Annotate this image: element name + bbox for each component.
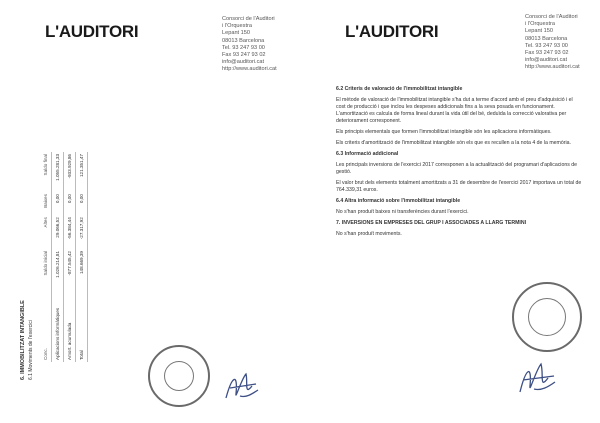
section-heading: 6. IMMOBILITZAT INTANGIBLE [20, 300, 26, 380]
paragraph: El mètode de valoració de l'immobilitzat intangible s'ha dut a terme d'acord amb el preu d'adquisició i el cost de producció i que inclou les despeses addicionals fins a la seva posada en funcionament. L'amortització es calcula de forma lineal durant la vida útil del bé, deduïda la correcció valorativa per deteriorament corresponent. [336, 97, 573, 124]
table-header-row [40, 152, 52, 362]
address-line: Lepant 150 [222, 30, 250, 37]
section-heading: 6.3 Informació addicional [336, 151, 399, 157]
right-page [300, 0, 600, 423]
table-cell: -933.929,86 [64, 152, 76, 192]
table-cell: Amort. acumulada [64, 289, 76, 362]
address-line: http://www.auditori.cat [222, 66, 277, 73]
address-line: 08013 Barcelona [222, 37, 265, 44]
paragraph: No s'han produït baixes ni transferències durant l'exercici. [336, 209, 469, 215]
table-cell: 0,00 [64, 192, 76, 215]
table-cell: 1.055.281,33 [52, 152, 64, 192]
address-line: info@auditori.cat [222, 59, 265, 66]
address-line: Fax 93 247 93 02 [222, 52, 266, 59]
address-line: info@auditori.cat [525, 57, 568, 64]
paragraph: El valor brut dels elements totalment amortitzats a 31 de desembre de l'exercici 2017 importava un total de 764.339,31 euros. [336, 180, 582, 193]
address-line: Tel. 93 247 93 00 [525, 42, 568, 49]
table-cell: 29.066,52 [52, 215, 64, 249]
table-cell: -56.384,44 [64, 215, 76, 249]
paragraph: Els principis elementals que formen l'immobilitzat intangible són les aplicacions informàtiques. [336, 129, 552, 135]
address-line: http://www.auditori.cat [525, 64, 580, 71]
table-cell: 0,00 [76, 192, 88, 215]
section-heading: 7. INVERSIONS EN EMPRESES DEL GRUP I ASSOCIADES A LLARG TERMINI [336, 220, 527, 226]
paragraph: No s'han produït moviments. [336, 231, 402, 237]
auditori-logo: L'AUDITORI [345, 22, 439, 41]
table-cell: -27.317,92 [76, 215, 88, 249]
address-line: Fax 93 247 93 02 [525, 50, 569, 57]
movements-table [40, 152, 88, 362]
address-block [525, 14, 580, 72]
table-cell: 121.351,47 [76, 152, 88, 192]
table-cell: Total [76, 289, 88, 362]
table-cell: 1.026.214,81 [52, 249, 64, 289]
column-header: Altes [40, 215, 52, 249]
signature [514, 358, 560, 398]
rotated-table-section [20, 140, 280, 380]
address-line: Lepant 150 [525, 28, 553, 35]
table-row [64, 152, 76, 362]
address-block [222, 16, 277, 74]
signature [222, 368, 262, 404]
address-line: 08013 Barcelona [525, 35, 568, 42]
document-body [336, 86, 582, 242]
table-cell: Aplicacions informàtiques [52, 289, 64, 362]
table-cell: -877.545,42 [64, 249, 76, 289]
address-line: Consorci de l'Auditori [525, 14, 578, 20]
address-line: i l'Orquestra [525, 21, 555, 28]
column-header: Saldo inicial [40, 249, 52, 289]
table-cell: 148.669,39 [76, 249, 88, 289]
column-header: Baixes [40, 192, 52, 215]
section-heading: 6.4 Altra informació sobre l'immobilitzat intangible [336, 198, 461, 204]
table-row [76, 152, 88, 362]
section-heading: 6.2 Criteris de valoració de l'immobilitzat intangible [336, 86, 463, 92]
official-seal [148, 345, 210, 407]
address-line: Tel. 93 247 93 00 [222, 44, 265, 51]
column-header: Saldo final [40, 152, 52, 192]
address-line: i l'Orquestra [222, 23, 252, 30]
paragraph: Els criteris d'amortització de l'immobilitzat intangible són els que es recullen a la nota 4 de la memòria. [336, 140, 571, 146]
official-seal [512, 282, 582, 352]
auditori-logo: L'AUDITORI [45, 22, 139, 41]
address-line: Consorci de l'Auditori [222, 16, 275, 22]
paragraph: Les principals inversions de l'exercici 2017 corresponen a la actualització del programari d'aplicacions de gestió. [336, 162, 578, 175]
column-header: Conc. [40, 289, 52, 362]
table-row [52, 152, 64, 362]
section-subheading: 6.1 Moviments de l'exercici [28, 320, 34, 380]
table-cell: 0,00 [52, 192, 64, 215]
